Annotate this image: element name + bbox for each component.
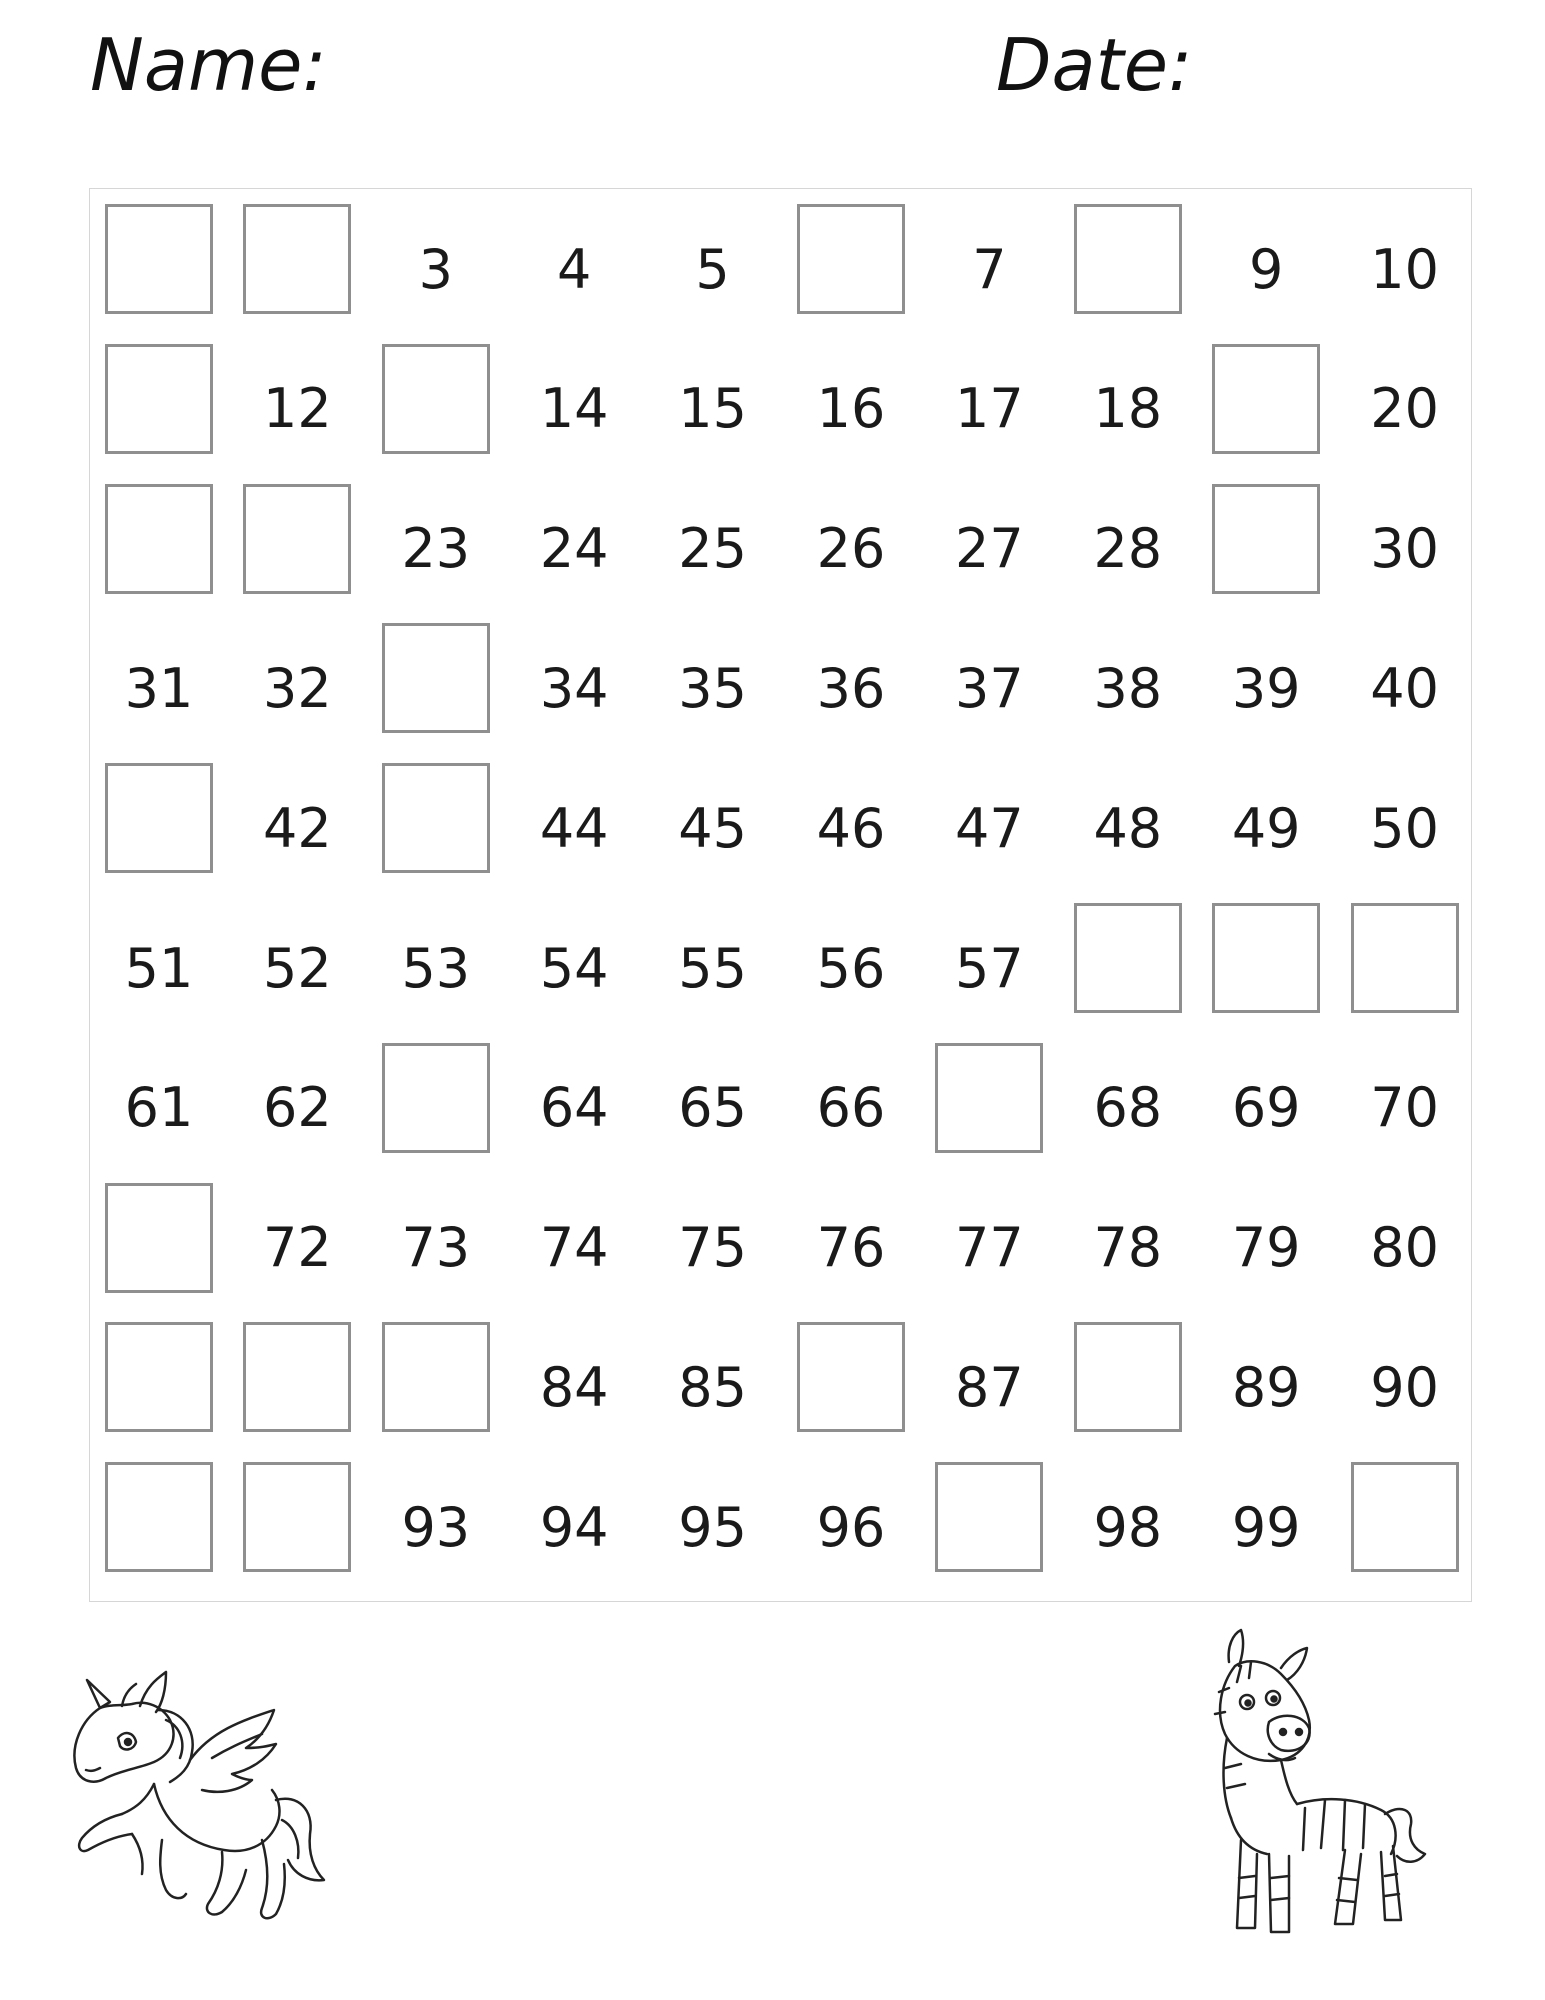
chart-number-text: 4 xyxy=(557,237,592,301)
chart-number xyxy=(518,1181,656,1321)
answer-box-outline[interactable] xyxy=(1212,344,1320,454)
chart-number-text: 87 xyxy=(955,1355,1024,1419)
chart-number xyxy=(518,621,656,761)
chart-number xyxy=(933,1181,1071,1321)
chart-number xyxy=(657,482,795,622)
blank-answer-box[interactable] xyxy=(103,342,241,482)
answer-box-outline[interactable] xyxy=(382,623,490,733)
answer-box-outline[interactable] xyxy=(105,763,213,873)
chart-number xyxy=(1072,342,1210,482)
chart-number-text: 70 xyxy=(1370,1076,1439,1140)
blank-answer-box[interactable] xyxy=(933,1460,1071,1600)
answer-box-outline[interactable] xyxy=(243,204,351,314)
chart-number-text: 24 xyxy=(539,517,609,581)
chart-number xyxy=(1349,1320,1487,1460)
blank-answer-box[interactable] xyxy=(1210,901,1348,1041)
chart-number-text: 10 xyxy=(1370,237,1439,301)
chart-number xyxy=(103,1041,241,1181)
blank-answer-box[interactable] xyxy=(1349,1460,1487,1600)
chart-number xyxy=(1210,1181,1348,1321)
chart-number-text: 89 xyxy=(1231,1355,1301,1419)
answer-box-outline[interactable] xyxy=(105,484,213,594)
chart-number-text: 28 xyxy=(1093,517,1163,581)
chart-number xyxy=(657,202,795,342)
chart-number-text: 30 xyxy=(1370,517,1439,581)
chart-number xyxy=(380,1181,518,1321)
chart-number xyxy=(933,761,1071,901)
chart-number-text: 56 xyxy=(816,936,886,1000)
blank-answer-box[interactable] xyxy=(380,621,518,761)
chart-number-text: 25 xyxy=(678,517,747,581)
chart-number-text: 84 xyxy=(539,1355,609,1419)
chart-number xyxy=(1072,761,1210,901)
blank-answer-box[interactable] xyxy=(380,1320,518,1460)
chart-number xyxy=(518,342,656,482)
blank-answer-box[interactable] xyxy=(241,482,379,622)
chart-number-text: 72 xyxy=(263,1216,332,1280)
chart-number-text: 31 xyxy=(124,656,194,720)
chart-number xyxy=(657,621,795,761)
chart-number xyxy=(795,761,933,901)
chart-number xyxy=(518,1041,656,1181)
chart-number xyxy=(657,1460,795,1600)
answer-box-outline[interactable] xyxy=(1351,903,1459,1013)
chart-number xyxy=(518,1460,656,1600)
unicorn-icon xyxy=(62,1650,330,1950)
chart-number-text: 18 xyxy=(1093,377,1163,441)
chart-number-text: 23 xyxy=(401,517,471,581)
chart-number-text: 38 xyxy=(1093,656,1163,720)
chart-number xyxy=(1072,621,1210,761)
chart-number-text: 14 xyxy=(539,377,609,441)
blank-answer-box[interactable] xyxy=(103,761,241,901)
chart-number xyxy=(1210,1041,1348,1181)
chart-number-text: 44 xyxy=(539,796,609,860)
answer-box-outline[interactable] xyxy=(797,204,905,314)
chart-number-text: 39 xyxy=(1231,656,1301,720)
answer-box-outline[interactable] xyxy=(105,1183,213,1293)
chart-number-text: 15 xyxy=(678,377,747,441)
chart-number-text: 34 xyxy=(539,656,609,720)
chart-number-text: 32 xyxy=(263,656,332,720)
chart-number xyxy=(795,1460,933,1600)
chart-number xyxy=(1349,482,1487,622)
blank-answer-box[interactable] xyxy=(1072,1320,1210,1460)
blank-answer-box[interactable] xyxy=(103,1460,241,1600)
chart-number xyxy=(518,901,656,1041)
chart-number xyxy=(933,342,1071,482)
chart-number xyxy=(657,761,795,901)
hundreds-chart-grid xyxy=(103,202,1463,1600)
answer-box-outline[interactable] xyxy=(1074,1322,1182,1432)
chart-number-text: 47 xyxy=(955,796,1024,860)
chart-number-text: 45 xyxy=(678,796,747,860)
chart-number-text: 74 xyxy=(539,1216,609,1280)
blank-answer-box[interactable] xyxy=(1210,342,1348,482)
chart-number-text: 99 xyxy=(1231,1495,1301,1559)
chart-number xyxy=(241,342,379,482)
blank-answer-box[interactable] xyxy=(795,202,933,342)
chart-number xyxy=(1349,761,1487,901)
chart-number xyxy=(1210,1320,1348,1460)
chart-number xyxy=(657,1181,795,1321)
chart-number-text: 36 xyxy=(816,656,886,720)
chart-number-text: 65 xyxy=(678,1076,747,1140)
answer-box-outline[interactable] xyxy=(797,1322,905,1432)
chart-number-text: 37 xyxy=(955,656,1024,720)
chart-number-text: 55 xyxy=(678,936,747,1000)
answer-box-outline[interactable] xyxy=(105,204,213,314)
chart-number-text: 98 xyxy=(1093,1495,1163,1559)
chart-number-text: 78 xyxy=(1093,1216,1163,1280)
answer-box-outline[interactable] xyxy=(105,344,213,454)
answer-box-outline[interactable] xyxy=(1212,903,1320,1013)
chart-number-text: 40 xyxy=(1370,656,1439,720)
chart-number xyxy=(795,1041,933,1181)
blank-answer-box[interactable] xyxy=(1072,202,1210,342)
chart-number xyxy=(1210,621,1348,761)
chart-number xyxy=(241,1041,379,1181)
chart-number-text: 64 xyxy=(539,1076,609,1140)
blank-answer-box[interactable] xyxy=(1072,901,1210,1041)
chart-number xyxy=(241,1181,379,1321)
date-label: Date: xyxy=(996,23,1193,107)
chart-number-text: 62 xyxy=(263,1076,332,1140)
blank-answer-box[interactable] xyxy=(1349,901,1487,1041)
answer-box-outline[interactable] xyxy=(382,1043,490,1153)
chart-number-text: 35 xyxy=(678,656,747,720)
blank-answer-box[interactable] xyxy=(241,1460,379,1600)
chart-number xyxy=(1210,761,1348,901)
chart-number xyxy=(518,761,656,901)
chart-number-text: 79 xyxy=(1231,1216,1301,1280)
blank-answer-box[interactable] xyxy=(103,1181,241,1321)
chart-number xyxy=(518,202,656,342)
chart-number xyxy=(657,1041,795,1181)
chart-number xyxy=(1210,202,1348,342)
chart-number xyxy=(241,761,379,901)
chart-number xyxy=(795,342,933,482)
chart-number xyxy=(1349,1181,1487,1321)
blank-answer-box[interactable] xyxy=(795,1320,933,1460)
blank-answer-box[interactable] xyxy=(103,482,241,622)
chart-number-text: 69 xyxy=(1231,1076,1301,1140)
chart-number-text: 61 xyxy=(124,1076,194,1140)
chart-number-text: 17 xyxy=(955,377,1024,441)
blank-answer-box[interactable] xyxy=(103,202,241,342)
chart-number xyxy=(1072,1460,1210,1600)
chart-number-text: 49 xyxy=(1231,796,1301,860)
blank-answer-box[interactable] xyxy=(241,202,379,342)
chart-number xyxy=(380,482,518,622)
blank-answer-box[interactable] xyxy=(380,761,518,901)
chart-number xyxy=(1072,1041,1210,1181)
chart-number-text: 20 xyxy=(1370,377,1439,441)
answer-box-outline[interactable] xyxy=(1351,1462,1459,1572)
chart-number xyxy=(518,1320,656,1460)
chart-number xyxy=(795,482,933,622)
answer-box-outline[interactable] xyxy=(935,1462,1043,1572)
chart-number xyxy=(795,621,933,761)
answer-box-outline[interactable] xyxy=(382,763,490,873)
blank-answer-box[interactable] xyxy=(933,1041,1071,1181)
answer-box-outline[interactable] xyxy=(1074,204,1182,314)
chart-number xyxy=(795,901,933,1041)
chart-number-text: 5 xyxy=(695,237,730,301)
chart-number-text: 7 xyxy=(972,237,1007,301)
blank-answer-box[interactable] xyxy=(1210,482,1348,622)
chart-number-text: 48 xyxy=(1093,796,1163,860)
chart-number xyxy=(103,621,241,761)
chart-number xyxy=(933,202,1071,342)
chart-number-text: 50 xyxy=(1370,796,1439,860)
chart-number xyxy=(241,621,379,761)
chart-number-text: 73 xyxy=(401,1216,471,1280)
chart-number xyxy=(657,901,795,1041)
chart-number-text: 51 xyxy=(124,936,194,1000)
chart-number xyxy=(657,1320,795,1460)
chart-number-text: 76 xyxy=(816,1216,886,1280)
chart-number-text: 53 xyxy=(401,936,471,1000)
chart-number xyxy=(1072,482,1210,622)
chart-number xyxy=(103,901,241,1041)
chart-number xyxy=(795,1181,933,1321)
chart-number xyxy=(933,482,1071,622)
answer-box-outline[interactable] xyxy=(105,1322,213,1432)
chart-number-text: 94 xyxy=(539,1495,609,1559)
chart-number-text: 12 xyxy=(263,377,332,441)
chart-number xyxy=(933,901,1071,1041)
chart-number-text: 85 xyxy=(678,1355,747,1419)
chart-number xyxy=(380,202,518,342)
chart-number-text: 26 xyxy=(816,517,886,581)
chart-number xyxy=(1072,1181,1210,1321)
answer-box-outline[interactable] xyxy=(105,1462,213,1572)
chart-number-text: 80 xyxy=(1370,1216,1439,1280)
chart-number-text: 75 xyxy=(678,1216,747,1280)
answer-box-outline[interactable] xyxy=(243,1322,351,1432)
chart-number-text: 27 xyxy=(955,517,1024,581)
chart-number xyxy=(241,901,379,1041)
chart-number xyxy=(1210,1460,1348,1600)
chart-number xyxy=(1349,202,1487,342)
chart-number-text: 93 xyxy=(401,1495,471,1559)
answer-box-outline[interactable] xyxy=(1074,903,1182,1013)
chart-number-text: 68 xyxy=(1093,1076,1163,1140)
chart-number-text: 57 xyxy=(955,936,1024,1000)
chart-number xyxy=(518,482,656,622)
answer-box-outline[interactable] xyxy=(382,344,490,454)
zebra-icon xyxy=(1185,1628,1435,1948)
chart-number-text: 90 xyxy=(1370,1355,1439,1419)
chart-number xyxy=(1349,342,1487,482)
chart-number xyxy=(657,342,795,482)
chart-number xyxy=(1349,621,1487,761)
chart-number xyxy=(380,1460,518,1600)
chart-number-text: 42 xyxy=(263,796,332,860)
blank-answer-box[interactable] xyxy=(380,342,518,482)
chart-number-text: 52 xyxy=(263,936,332,1000)
blank-answer-box[interactable] xyxy=(103,1320,241,1460)
chart-number xyxy=(380,901,518,1041)
chart-number-text: 3 xyxy=(418,237,453,301)
chart-number-text: 95 xyxy=(678,1495,747,1559)
chart-number-text: 54 xyxy=(539,936,609,1000)
answer-box-outline[interactable] xyxy=(243,1462,351,1572)
name-label: Name: xyxy=(90,23,327,107)
chart-number xyxy=(1349,1041,1487,1181)
chart-number-text: 16 xyxy=(816,377,886,441)
blank-answer-box[interactable] xyxy=(380,1041,518,1181)
chart-number xyxy=(933,621,1071,761)
answer-box-outline[interactable] xyxy=(1212,484,1320,594)
blank-answer-box[interactable] xyxy=(241,1320,379,1460)
answer-box-outline[interactable] xyxy=(243,484,351,594)
chart-number-text: 96 xyxy=(816,1495,886,1559)
chart-number-text: 9 xyxy=(1249,237,1284,301)
chart-number-text: 66 xyxy=(816,1076,886,1140)
answer-box-outline[interactable] xyxy=(382,1322,490,1432)
chart-number-text: 46 xyxy=(816,796,886,860)
chart-number xyxy=(933,1320,1071,1460)
chart-number-text: 77 xyxy=(955,1216,1024,1280)
answer-box-outline[interactable] xyxy=(935,1043,1043,1153)
